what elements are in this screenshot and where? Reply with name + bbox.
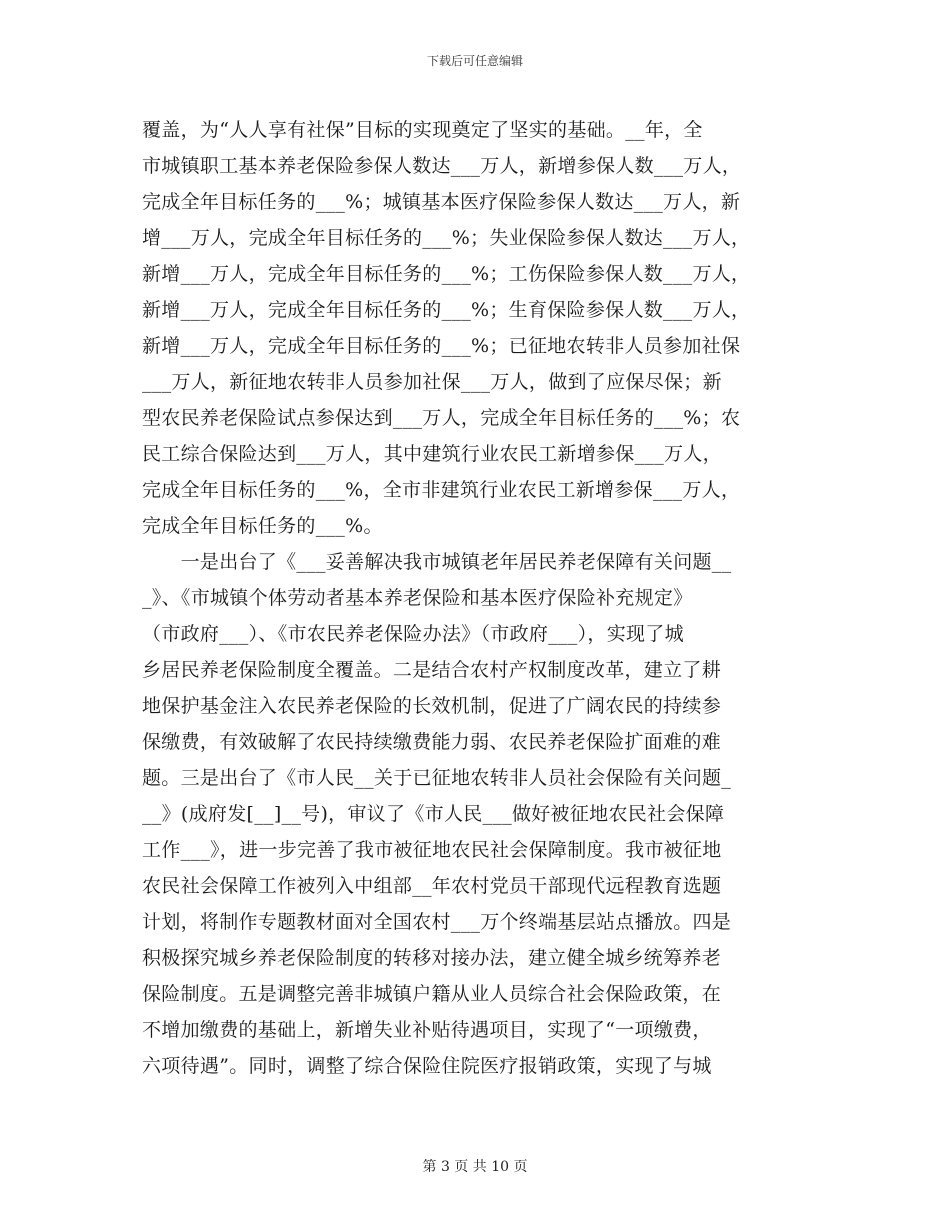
- body-line: 新增___万人，完成全年目标任务的___%；生育保险参保人数___万人，: [142, 299, 751, 321]
- body-line: 覆盖，为“人人享有社保”目标的实现奠定了坚实的基础。__年，全: [142, 119, 703, 141]
- body-line: 完成全年目标任务的___%；城镇基本医疗保险参保人数达___万人，新: [142, 191, 741, 213]
- body-line: 完成全年目标任务的___%，全市非建筑行业农民工新增参保___万人，: [142, 479, 741, 501]
- body-line: ___万人，新征地农转非人员参加社保___万人，做到了应保尽保；新: [142, 371, 722, 393]
- page-header: 下载后可任意编辑: [426, 54, 523, 68]
- body-line: _》、《市城镇个体劳动者基本养老保险和基本医疗保险补充规定》: [142, 587, 693, 609]
- body-line: 不增加缴费的基础上，新增失业补贴待遇项目，实现了“一项缴费，: [142, 1019, 712, 1041]
- page-number: 第 3 页 共 10 页: [422, 1159, 528, 1175]
- body-line: 地保护基金注入农民养老保险的长效机制，促进了广阔农民的持续参: [142, 695, 722, 717]
- document-body: [142, 112, 814, 1084]
- body-line: 型农民养老保险试点参保达到___万人，完成全年目标任务的___%；农: [142, 407, 741, 429]
- body-line: 积极探究城乡养老保险制度的转移对接办法，建立健全城乡统筹养老: [142, 947, 722, 969]
- body-line: 计划，将制作专题教材面对全国农村___万个终端基层站点播放。四是: [142, 911, 732, 933]
- body-line: 题。三是出台了《市人民__关于已征地农转非人员社会保险有关问题_: [142, 767, 732, 789]
- body-line: 六项待遇”。同时，调整了综合保险住院医疗报销政策，实现了与城: [142, 1055, 712, 1077]
- body-line: 新增___万人，完成全年目标任务的___%；已征地农转非人员参加社保: [142, 335, 741, 357]
- body-line: 一是出台了《___妥善解决我市城镇老年居民养老保障有关问题__: [142, 551, 732, 573]
- body-line: 保缴费，有效破解了农民持续缴费能力弱、农民养老保险扩面难的难: [142, 731, 722, 753]
- body-line: 工作___》，进一步完善了我市被征地农民社会保障制度。我市被征地: [142, 839, 722, 861]
- body-line: 新增___万人，完成全年目标任务的___%；工伤保险参保人数___万人，: [142, 263, 751, 285]
- body-line: 增___万人，完成全年目标任务的___%；失业保险参保人数达___万人，: [142, 227, 751, 249]
- body-line: 乡居民养老保险制度全覆盖。二是结合农村产权制度改革，建立了耕: [142, 659, 722, 681]
- body-line: 民工综合保险达到___万人，其中建筑行业农民工新增参保___万人，: [142, 443, 722, 465]
- body-line: 完成全年目标任务的___%。: [142, 515, 383, 537]
- body-line: 农民社会保障工作被列入中组部__年农村党员干部现代远程教育选题: [142, 875, 722, 897]
- body-line: （市政府___）、《市农民养老保险办法》（市政府___），实现了城: [142, 623, 684, 645]
- body-line: 保险制度。五是调整完善非城镇户籍从业人员综合社会保险政策，在: [142, 983, 722, 1005]
- body-line: 市城镇职工基本养老保险参保人数达___万人，新增参保人数___万人，: [142, 155, 742, 177]
- body-line: __》(成府发[__]__号)，审议了《市人民___做好被征地农民社会保障: [142, 803, 725, 825]
